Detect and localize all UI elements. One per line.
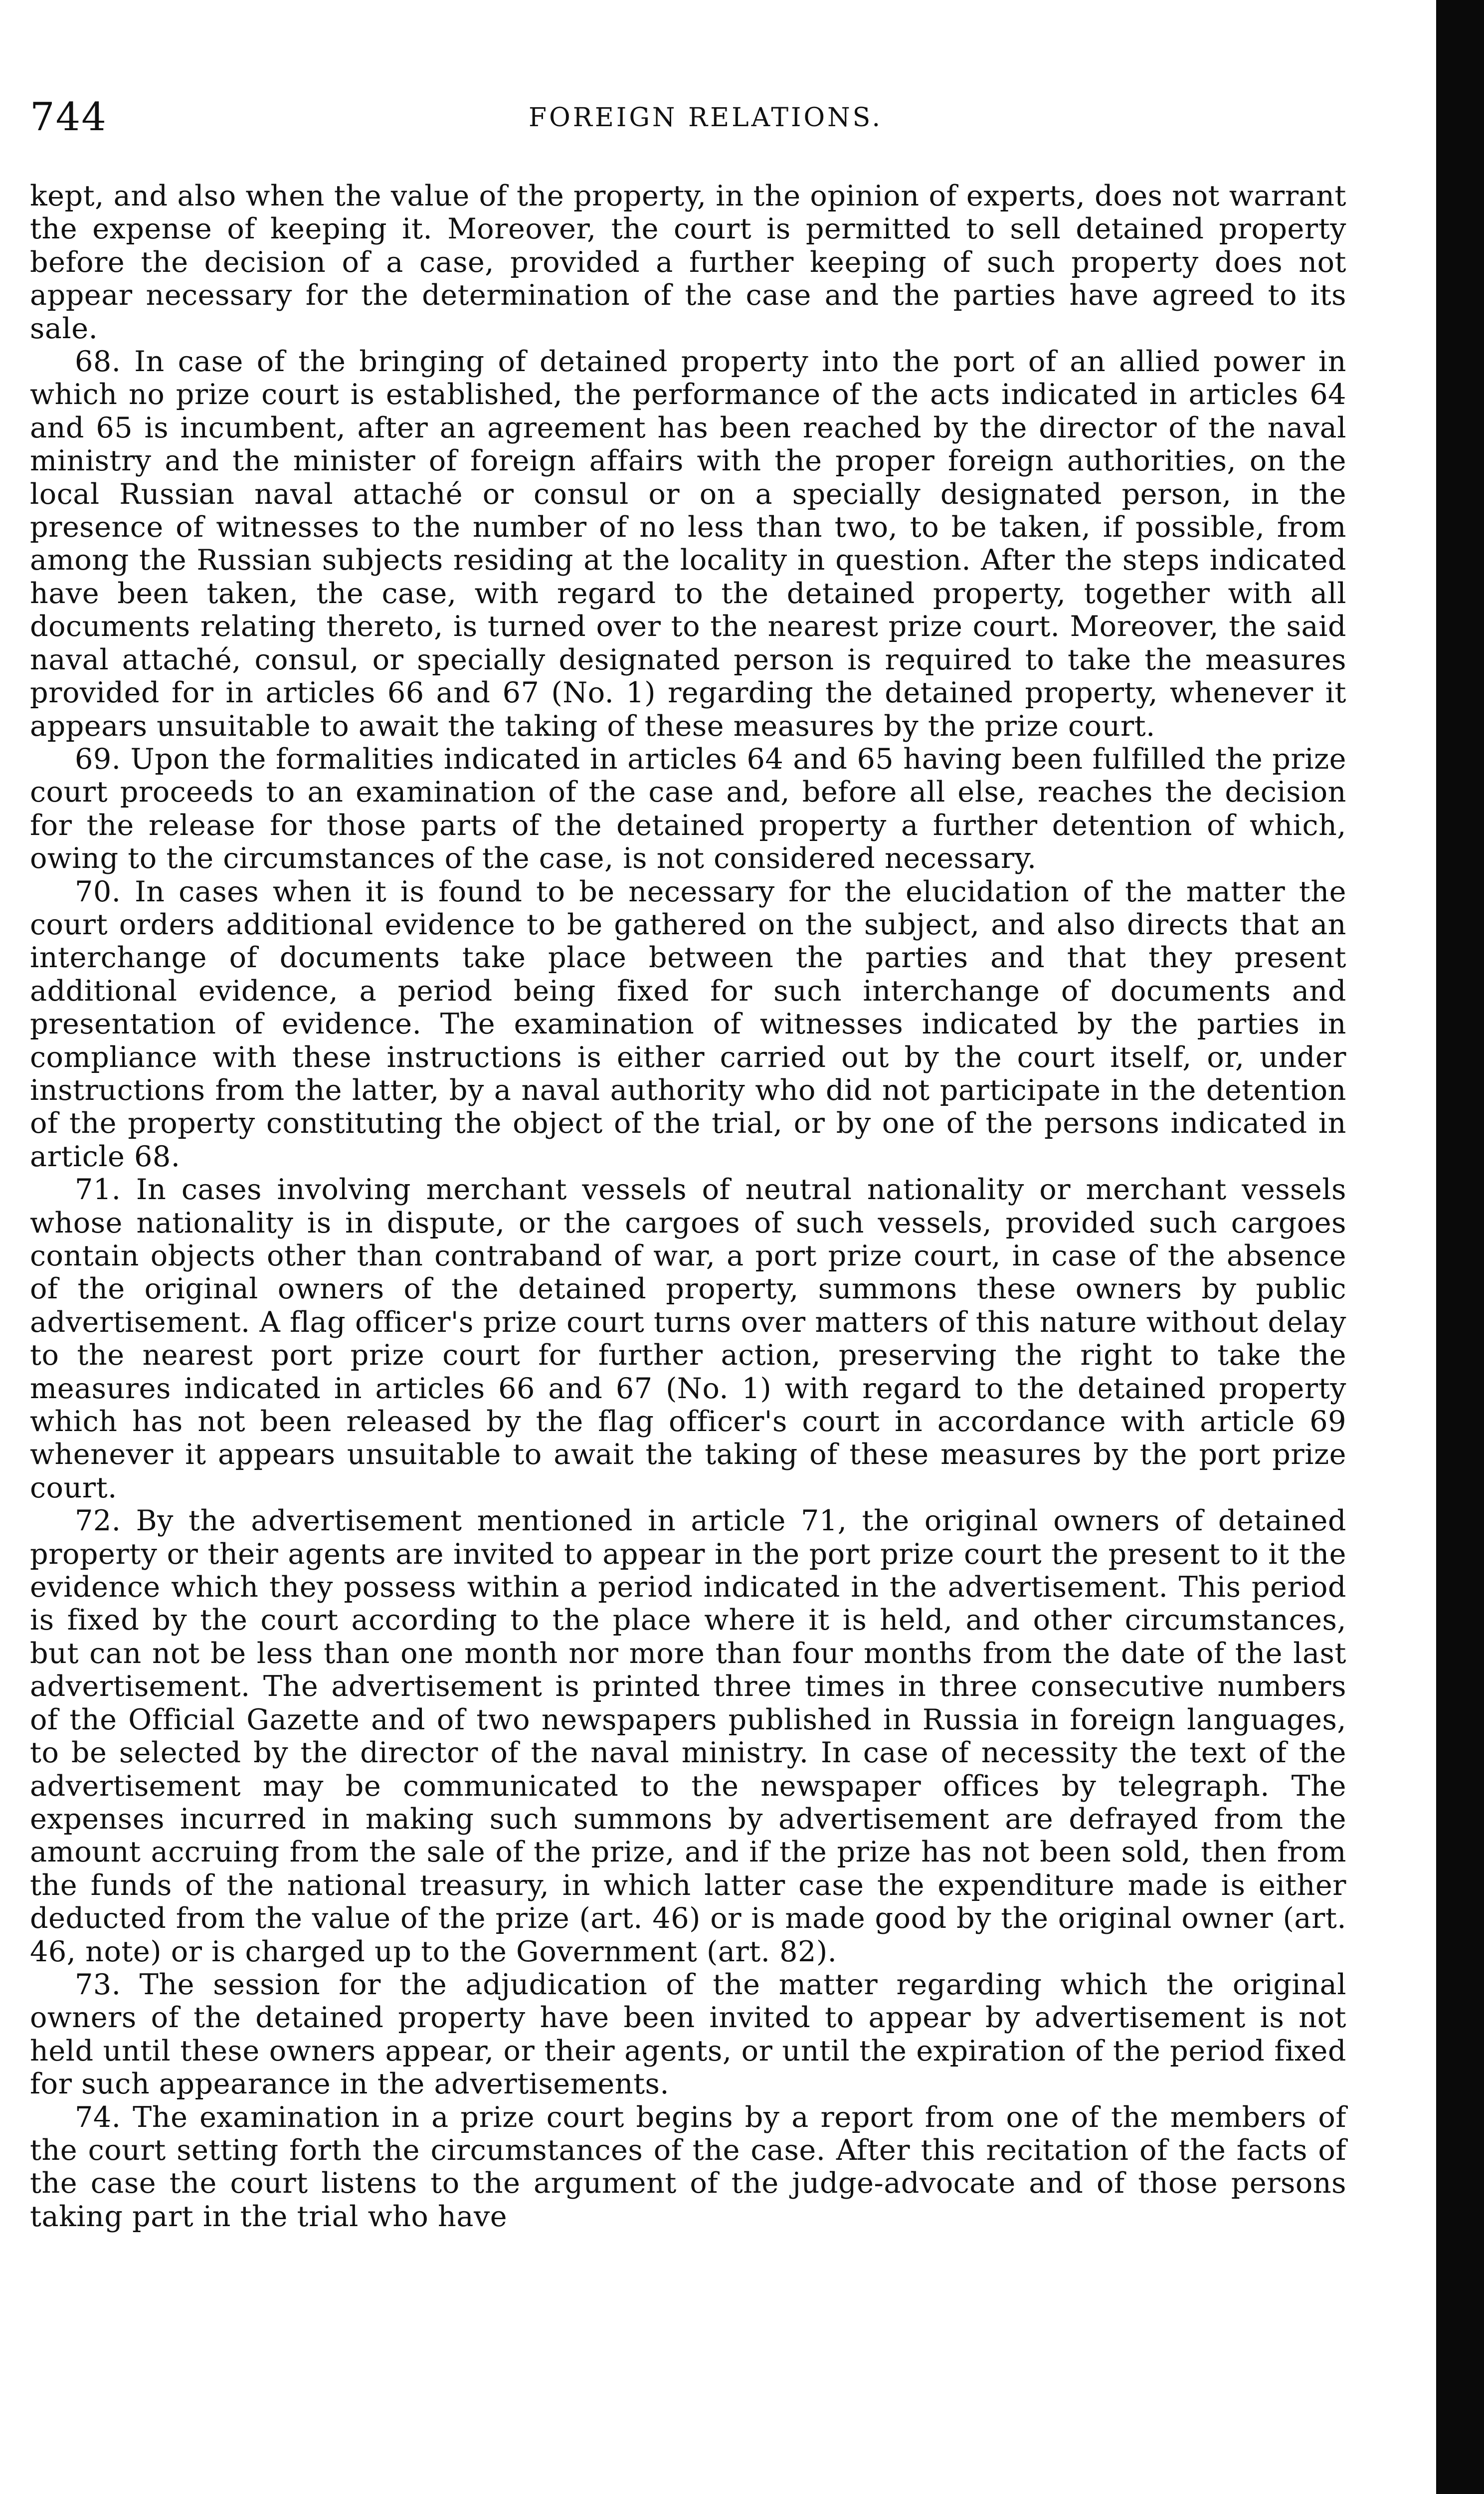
paragraph-article-72: 72. By the advertisement mentioned in article 71, the original owners of detained property or their agents are invited to appear in the port prize court the present to it the evidence which they possess within a period indicated in the advertisement. This period is fixed by the court according to the place where it is held, and other circumstances, but can not be less than one month nor more than four months from the date of the last advertisement. The advertisement is printed three times in three consecutive numbers of the Official Gazette and of two newspapers published in Russia in foreign languages, to be selected by the director of the naval ministry. In case of necessity the text of the advertisement may be communicated to the newspaper offices by telegraph. The expenses incurred in making such summons by advertisement are defrayed from the amount accruing from the sale of the prize, and if the prize has not been sold, then from the funds of the national treasury, in which latter case the expenditure made is either deducted from the value of the prize (art. 46) or is made good by the original owner (art. 46, note) or is charged up to the Government (art. 82).: [30, 1504, 1346, 1968]
paragraph-article-69: 69. Upon the formalities indicated in articles 64 and 65 having been fulfilled the prize court proceeds to an examination of the case and, before all else, reaches the decision for the release for those parts of the detained property a further detention of which, owing to the circumstances of the case, is not considered necessary.: [30, 742, 1346, 875]
scan-edge-bar: [1436, 0, 1484, 2494]
body-text: [30, 180, 1346, 2233]
page-number: 744: [30, 95, 107, 140]
paragraph-article-70: 70. In cases when it is found to be necessary for the elucidation of the matter the court orders additional evidence to be gathered on the subject, and also directs that an interchange of documents take place between the parties and that they present additional evidence, a period being fixed for such interchange of documents and presentation of evidence. The examination of witnesses indicated by the parties in compliance with these instructions is either carried out by the court itself, or, under instructions from the latter, by a naval authority who did not participate in the detention of the property constituting the object of the trial, or by one of the persons indicated in article 68.: [30, 875, 1346, 1173]
paragraph-article-68: 68. In case of the bringing of detained property into the port of an allied power in which no prize court is established, the performance of the acts indicated in articles 64 and 65 is incumbent, after an agreement has been reached by the director of the naval ministry and the minister of foreign affairs with the proper foreign authorities, on the local Russian naval attaché or consul or on a specially designated person, in the presence of witnesses to the number of no less than two, to be taken, if possible, from among the Russian subjects residing at the locality in question. After the steps indicated have been taken, the case, with regard to the detained property, together with all documents relating thereto, is turned over to the nearest prize court. Moreover, the said naval attaché, consul, or specially designated person is required to take the measures provided for in articles 66 and 67 (No. 1) regarding the detained property, whenever it appears unsuitable to await the taking of these measures by the prize court.: [30, 345, 1346, 743]
paragraph-article-71: 71. In cases involving merchant vessels of neutral nationality or merchant vessels whose nationality is in dispute, or the cargoes of such vessels, provided such cargoes contain objects other than contraband of war, a port prize court, in case of the absence of the original owners of the detained property, summons these owners by public advertisement. A flag officer's prize court turns over matters of this nature without delay to the nearest port prize court for further action, preserving the right to take the measures indicated in articles 66 and 67 (No. 1) with regard to the detained property which has not been released by the flag officer's court in accordance with article 69 whenever it appears unsuitable to await the taking of these measures by the port prize court.: [30, 1173, 1346, 1504]
paragraph-article-73: 73. The session for the adjudication of the matter regarding which the original owners of the detained property have been invited to appear by advertisement is not held until these owners appear, or their agents, or until the expiration of the period fixed for such appearance in the advertisements.: [30, 1968, 1346, 2101]
header-title: FOREIGN RELATIONS.: [529, 103, 883, 133]
paragraph-continuation: kept, and also when the value of the property, in the opinion of experts, does not warrant the expense of keeping it. Moreover, the court is permitted to sell detained property before the decision of a case, provided a further keeping of such property does not appear necessary for the determination of the case and the parties have agreed to its sale.: [30, 180, 1346, 345]
paragraph-article-74: 74. The examination in a prize court begins by a report from one of the members of the court setting forth the circumstances of the case. After this recitation of the facts of the case the court listens to the argument of the judge-advocate and of those persons taking part in the trial who have: [30, 2100, 1346, 2233]
running-head: [30, 95, 1346, 140]
